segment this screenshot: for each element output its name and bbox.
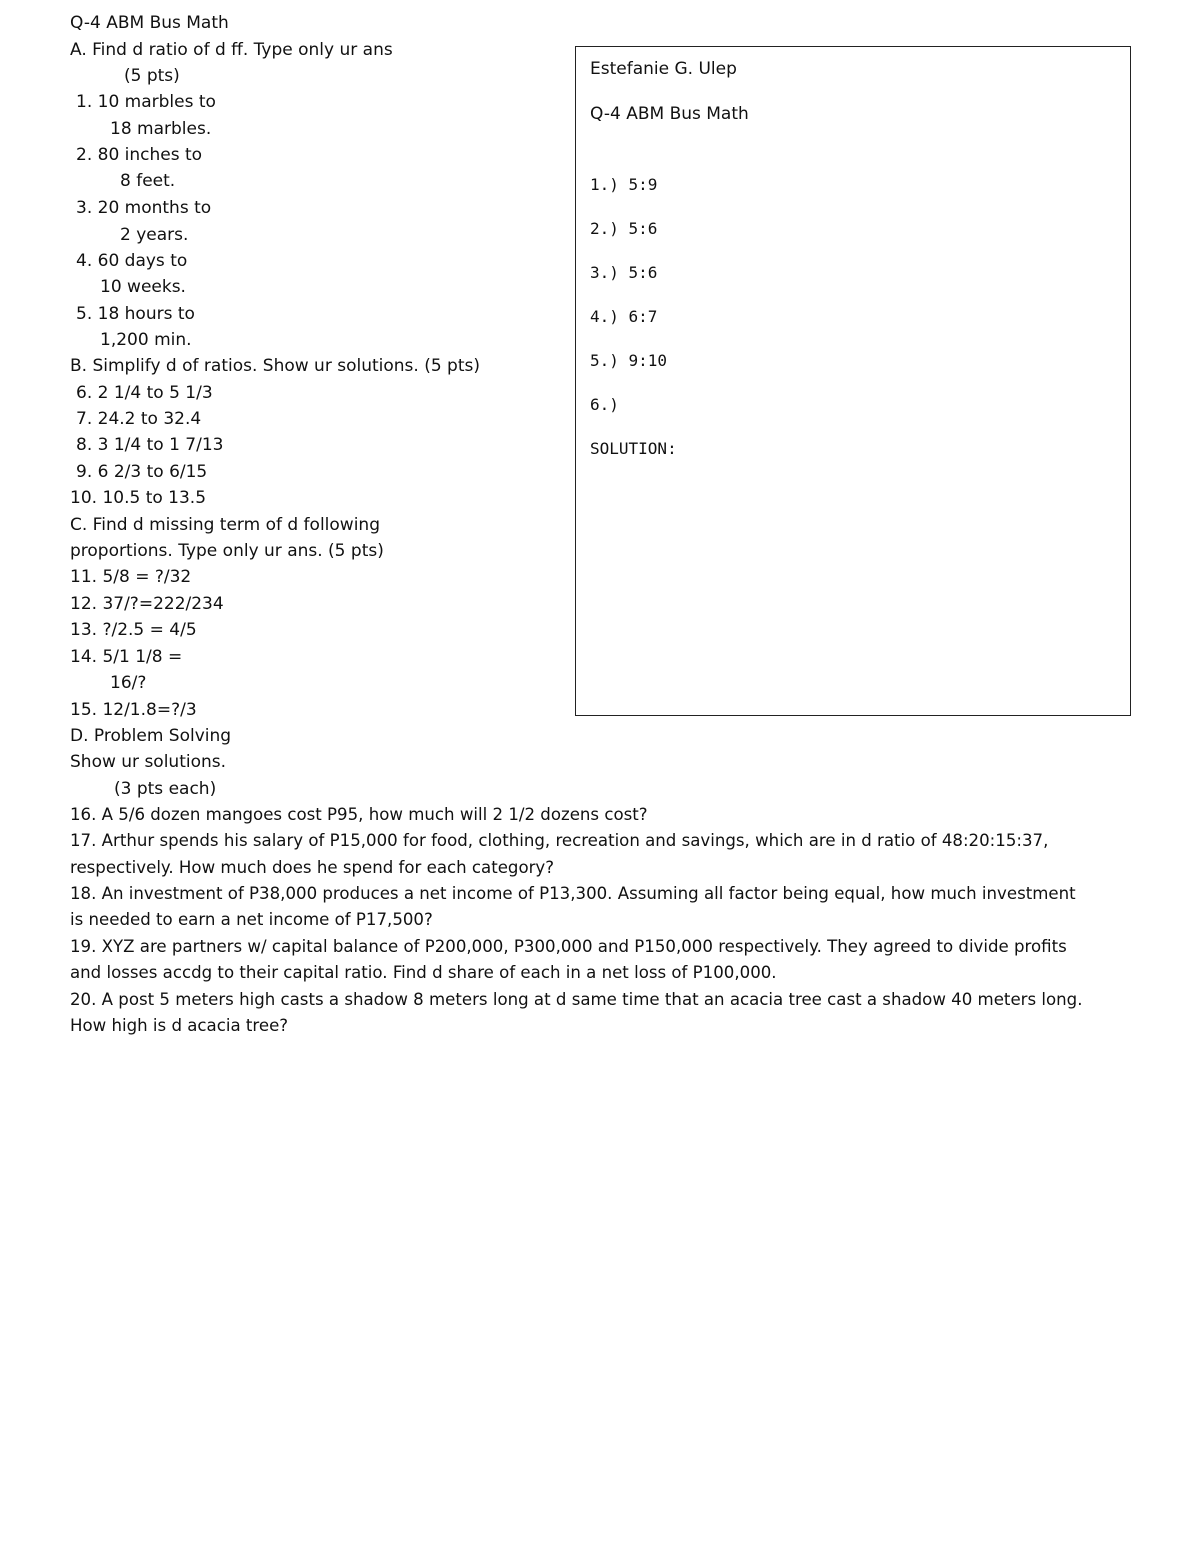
- answer-5: 5.) 9:10: [590, 351, 668, 370]
- question-1: 1. 10 marbles to: [76, 92, 216, 112]
- part-c-heading-cont: proportions. Type only ur ans. (5 pts): [70, 541, 384, 561]
- answer-3: 3.) 5:6: [590, 263, 658, 282]
- part-a-points: (5 pts): [124, 66, 180, 86]
- question-16: 16. A 5/6 dozen mangoes cost P95, how much will 2 1/2 dozens cost?: [70, 805, 648, 824]
- question-1-cont: 18 marbles.: [110, 119, 212, 139]
- question-18: 18. An investment of P38,000 produces a net income of P13,300. Assuming all factor being equal, how much investment: [70, 884, 1076, 903]
- question-11: 11. 5/8 = ?/32: [70, 567, 192, 587]
- question-4: 4. 60 days to: [76, 251, 188, 271]
- answer-2: 2.) 5:6: [590, 219, 658, 238]
- answer-box: [575, 46, 1131, 716]
- question-17-cont: respectively. How much does he spend for each category?: [70, 858, 555, 877]
- answer-1: 1.) 5:9: [590, 175, 658, 194]
- question-2-cont: 8 feet.: [120, 171, 176, 191]
- question-20-cont: How high is d acacia tree?: [70, 1016, 289, 1035]
- question-20: 20. A post 5 meters high casts a shadow 8 meters long at d same time that an acacia tree cast a shadow 40 meters long.: [70, 990, 1083, 1009]
- question-12: 12. 37/?=222/234: [70, 594, 224, 614]
- question-7: 7. 24.2 to 32.4: [76, 409, 202, 429]
- question-19-cont: and losses accdg to their capital ratio. Find d share of each in a net loss of P100,000.: [70, 963, 777, 982]
- part-b-heading: B. Simplify d of ratios. Show ur solutions. (5 pts): [70, 356, 481, 376]
- question-14-cont: 16/?: [110, 673, 147, 693]
- question-13: 13. ?/2.5 = 4/5: [70, 620, 197, 640]
- question-9: 9. 6 2/3 to 6/15: [76, 462, 208, 482]
- question-3-cont: 2 years.: [120, 225, 189, 245]
- part-d-heading: D. Problem Solving: [70, 726, 232, 746]
- question-5: 5. 18 hours to: [76, 304, 195, 324]
- worksheet-title: Q-4 ABM Bus Math: [70, 13, 229, 33]
- question-17: 17. Arthur spends his salary of P15,000 for food, clothing, recreation and savings, which are in d ratio of 48:20:15:37,: [70, 831, 1049, 850]
- part-d-points: (3 pts each): [114, 779, 217, 799]
- part-a-heading: A. Find d ratio of d ff. Type only ur ans: [70, 40, 393, 60]
- question-4-cont: 10 weeks.: [100, 277, 186, 297]
- question-6: 6. 2 1/4 to 5 1/3: [76, 383, 213, 403]
- part-d-heading-cont: Show ur solutions.: [70, 752, 227, 772]
- question-14: 14. 5/1 1/8 =: [70, 647, 183, 667]
- question-5-cont: 1,200 min.: [100, 330, 192, 350]
- question-8: 8. 3 1/4 to 1 7/13: [76, 435, 224, 455]
- question-3: 3. 20 months to: [76, 198, 212, 218]
- question-15: 15. 12/1.8=?/3: [70, 700, 197, 720]
- part-c-heading: C. Find d missing term of d following: [70, 515, 380, 535]
- answer-4: 4.) 6:7: [590, 307, 658, 326]
- question-10: 10. 10.5 to 13.5: [70, 488, 207, 508]
- question-2: 2. 80 inches to: [76, 145, 203, 165]
- question-19: 19. XYZ are partners w/ capital balance of P200,000, P300,000 and P150,000 respectively. They agreed to divide profits: [70, 937, 1067, 956]
- solution-label: SOLUTION:: [590, 439, 677, 458]
- question-18-cont: is needed to earn a net income of P17,500?: [70, 910, 433, 929]
- answer-subject: Q-4 ABM Bus Math: [590, 104, 749, 124]
- answer-6: 6.): [590, 395, 619, 414]
- student-name: Estefanie G. Ulep: [590, 59, 737, 79]
